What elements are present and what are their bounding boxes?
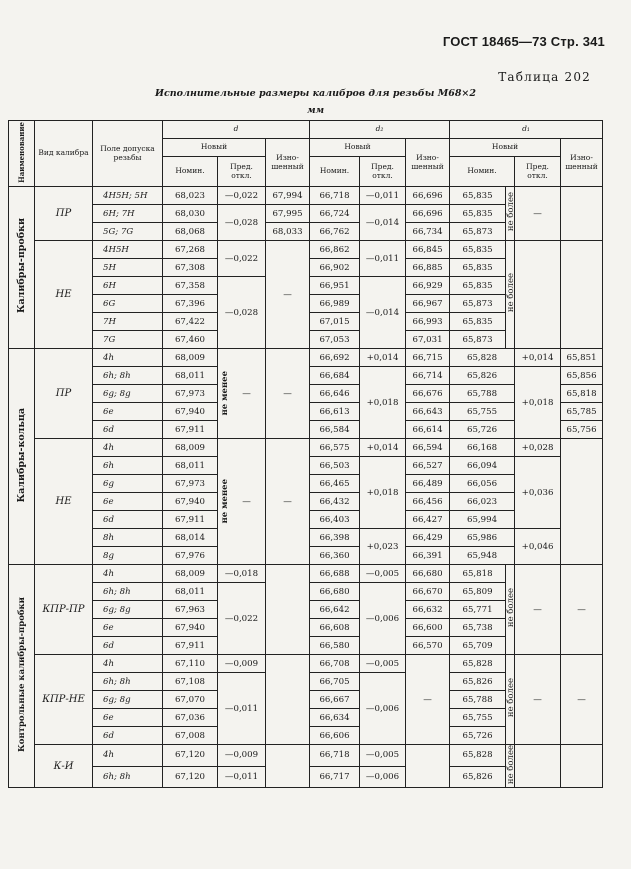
table-row: НЕ 4h 68,009 не менее — — 66,575 +0,014 66,594 66,168 +0,028 <box>9 439 603 457</box>
table-row: 6g; 8g 67,070 66,667 65,788 <box>9 691 603 709</box>
ne-bolee-note: не более <box>506 655 515 745</box>
d2-nominal-header: Номин. <box>310 157 360 187</box>
ne-menee-note: не менее <box>220 479 230 524</box>
table-row: 6d 67,911 66,584 66,614 65,726 65,756 <box>9 421 603 439</box>
table-row: 6e 67,036 66,634 65,755 <box>9 709 603 727</box>
vid-pr: ПР <box>35 187 93 241</box>
table-row: 7H 67,422 67,015 66,993 65,835 <box>9 313 603 331</box>
col-d-header: d <box>163 121 310 139</box>
table-title: Исполнительные размеры калибров для резьбы М68×2 <box>154 88 477 99</box>
table-row: 6d 67,911 66,403 66,427 65,994 <box>9 511 603 529</box>
d1-pred-header: Пред. откл. <box>515 157 561 187</box>
table-row: КПР-НЕ 4h 67,110 —0,009 66,708 —0,005 — 65,828 не более — — <box>9 655 603 673</box>
col-tolerance-header: Поле допуска резьбы <box>93 121 163 187</box>
d1-nominal-header: Номин. <box>450 157 515 187</box>
group-probki: Калибры-пробки <box>9 187 35 349</box>
vid-kpr-ne: КПР-НЕ <box>35 655 93 745</box>
table-row: 6G 67,396 66,989 66,967 65,873 <box>9 295 603 313</box>
table-row: 8g 67,976 66,360 66,391 65,948 <box>9 547 603 565</box>
table-row: К-И 4h 67,120 —0,009 66,718 —0,005 65,828 не более <box>9 745 603 767</box>
table-row: Калибры-пробки ПР 4H5H; 5H 68,023 —0,022 67,994 66,718 —0,011 66,696 65,835 не более — <box>9 187 603 205</box>
page-header: ГОСТ 18465—73 Стр. 341 <box>442 34 605 49</box>
table-row: 6d 67,911 66,580 66,570 65,709 <box>9 637 603 655</box>
ne-bolee-note: не более <box>506 187 515 241</box>
table-row: 6g 67,973 66,465 66,489 66,056 <box>9 475 603 493</box>
table-row: 6h; 8h 67,108 —0,011 66,705 —0,006 65,826 <box>9 673 603 691</box>
table-row: 6H; 7H 68,030 —0,028 67,995 66,724 —0,014 66,696 65,835 <box>9 205 603 223</box>
vid-k-i: К-И <box>35 745 93 788</box>
unit-label: мм <box>306 106 325 116</box>
table-row: 6H 67,358 —0,028 66,951 —0,014 66,929 65,835 <box>9 277 603 295</box>
vid-pr-ring: ПР <box>35 349 93 439</box>
vid-ne: НЕ <box>35 241 93 349</box>
group-koltsa: Калибры-кольца <box>9 349 35 565</box>
vid-kpr-pr: КПР-ПР <box>35 565 93 655</box>
table-row: 6g; 8g 67,973 66,646 66,676 65,788 65,818 <box>9 385 603 403</box>
table-row: 7G 67,460 67,053 67,031 65,873 <box>9 331 603 349</box>
table-row: 5G; 7G 68,068 68,033 66,762 66,734 65,873 <box>9 223 603 241</box>
d-pred-header: Пред. откл. <box>218 157 266 187</box>
table-row: 6h; 8h 68,011 66,684 +0,018 66,714 65,826 +0,018 65,856 <box>9 367 603 385</box>
table-row: 8h 68,014 66,398 +0,023 66,429 65,986 +0,046 <box>9 529 603 547</box>
ne-menee-note: не менее <box>220 371 230 416</box>
d-nominal-header: Номин. <box>163 157 218 187</box>
d-worn-header: Изношенный <box>266 139 310 187</box>
table-row: 6e 67,940 66,613 66,643 65,755 65,785 <box>9 403 603 421</box>
calibers-table <box>8 120 603 788</box>
col-d2-header: d₂ <box>310 121 450 139</box>
table-row: Контрольные калибры-пробки КПР-ПР 4h 68,009 —0,018 66,688 —0,005 66,680 65,818 не более — — <box>9 565 603 583</box>
table-row: 5H 67,308 66,902 66,885 65,835 <box>9 259 603 277</box>
table-label: Таблица 202 <box>498 70 591 84</box>
table-row: НЕ 4H5H 67,268 —0,022 — 66,862 —0,011 66,845 65,835 не более <box>9 241 603 259</box>
d2-pred-header: Пред. откл. <box>360 157 406 187</box>
col-vid-header: Вид калибра <box>35 121 93 187</box>
col-name-header: Наименование <box>9 121 35 187</box>
table-row: Калибры-кольца ПР 4h 68,009 не менее — — 66,692 +0,014 66,715 65,828 +0,014 65,851 <box>9 349 603 367</box>
vid-ne-ring: НЕ <box>35 439 93 565</box>
d2-worn-header: Изношенный <box>406 139 450 187</box>
table-row: 6h; 8h 67,120 —0,011 66,717 —0,006 65,826 <box>9 766 603 788</box>
ne-bolee-note: не более <box>506 745 515 788</box>
d1-new-header: Новый <box>450 139 561 157</box>
table-row: 6h; 8h 68,011 —0,022 66,680 —0,006 66,670 65,809 <box>9 583 603 601</box>
table-row: 6e 67,940 66,608 66,600 65,738 <box>9 619 603 637</box>
table-row: 6h 68,011 66,503 +0,018 66,527 66,094 +0,036 <box>9 457 603 475</box>
ne-bolee-note: не более <box>506 565 515 655</box>
ne-bolee-note: не более <box>506 241 515 349</box>
d1-worn-header: Изношенный <box>561 139 603 187</box>
d-new-header: Новый <box>163 139 266 157</box>
group-kontrol: Контрольные калибры-пробки <box>9 565 35 788</box>
d2-new-header: Новый <box>310 139 406 157</box>
table-row: 6e 67,940 66,432 66,456 66,023 <box>9 493 603 511</box>
col-d1-header: d₁ <box>450 121 603 139</box>
table-row: 6g; 8g 67,963 66,642 66,632 65,771 <box>9 601 603 619</box>
table-row: 6d 67,008 66,606 65,726 <box>9 727 603 745</box>
